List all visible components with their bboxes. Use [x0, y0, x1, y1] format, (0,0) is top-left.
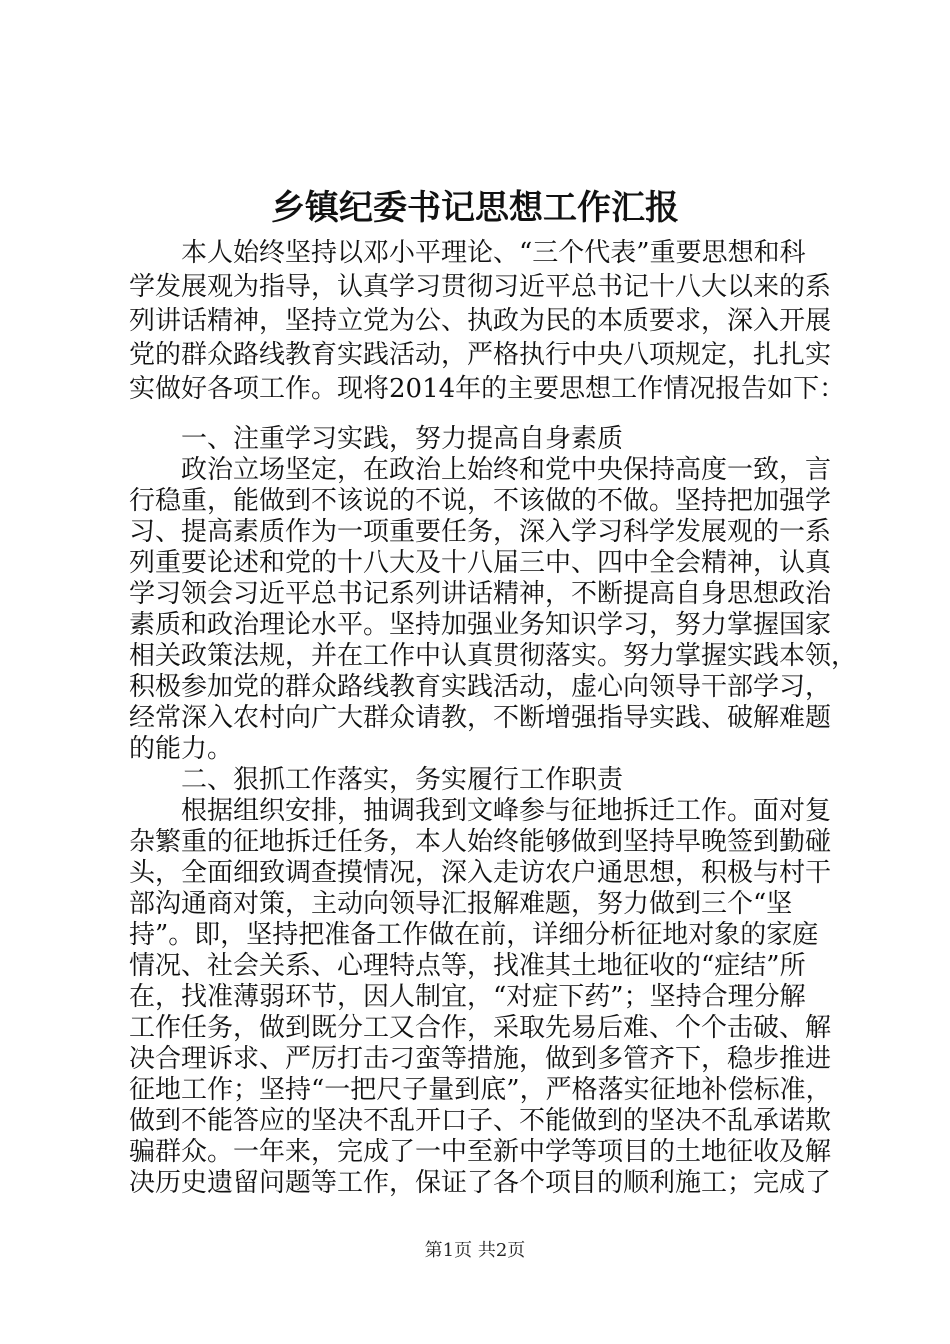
- paragraph-2-line-6: 素质和政治理论水平。坚持加强业务知识学习，努力掌握国家: [129, 610, 832, 640]
- paragraph-2-line-10: 的能力。: [129, 734, 234, 764]
- paragraph-2-line-3: 习、提高素质作为一项重要任务，深入学习科学发展观的一系: [129, 517, 832, 547]
- paragraph-1-line-1: 本人始终坚持以邓小平理论、“三个代表”重要思想和科: [129, 238, 806, 268]
- paragraph-3-line-10: 征地工作；坚持“一把尺子量到底”，严格落实征地补偿标准，: [129, 1075, 832, 1105]
- paragraph-2-line-1: 政治立场坚定，在政治上始终和党中央保持高度一致，言: [129, 455, 832, 485]
- paragraph-3-line-6: 情况、社会关系、心理特点等，找准其土地征收的“症结”所: [129, 951, 806, 981]
- paragraph-1-line-5: 实做好各项工作。现将2014年的主要思想工作情况报告如下：: [129, 374, 846, 404]
- paragraph-3-line-4: 部沟通商对策，主动向领导汇报解难题，努力做到三个“坚: [129, 889, 793, 919]
- page-title: 乡镇纪委书记思想工作汇报: [271, 188, 679, 228]
- page-footer: 第1页 共2页: [424, 1240, 526, 1261]
- paragraph-2-line-7: 相关政策法规，并在工作中认真贯彻落实。努力掌握实践本领，: [129, 641, 858, 671]
- paragraph-1-line-3: 列讲话精神，坚持立党为公、执政为民的本质要求，深入开展: [129, 306, 832, 336]
- section-heading-2: 二、狠抓工作落实，务实履行工作职责: [129, 765, 624, 795]
- paragraph-1-line-2: 学发展观为指导，认真学习贯彻习近平总书记十八大以来的系: [129, 272, 832, 302]
- paragraph-3-line-9: 决合理诉求、严厉打击刁蛮等措施，做到多管齐下，稳步推进: [129, 1044, 832, 1074]
- paragraph-3-line-11: 做到不能答应的坚决不乱开口子、不能做到的坚决不乱承诺欺: [129, 1106, 832, 1136]
- paragraph-2-line-5: 学习领会习近平总书记系列讲话精神，不断提高自身思想政治: [129, 579, 832, 609]
- paragraph-3-line-1: 根据组织安排，抽调我到文峰参与征地拆迁工作。面对复: [129, 796, 832, 826]
- paragraph-1-line-4: 党的群众路线教育实践活动，严格执行中央八项规定，扎扎实: [129, 340, 832, 370]
- paragraph-3-line-12: 骗群众。一年来，完成了一中至新中学等项目的土地征收及解: [129, 1137, 832, 1167]
- paragraph-3-line-13: 决历史遗留问题等工作，保证了各个项目的顺利施工；完成了: [129, 1168, 832, 1198]
- paragraph-2-line-9: 经常深入农村向广大群众请教，不断增强指导实践、破解难题: [129, 703, 832, 733]
- paragraph-2-line-4: 列重要论述和党的十八大及十八届三中、四中全会精神，认真: [129, 548, 832, 578]
- section-heading-1: 一、注重学习实践，努力提高自身素质: [129, 424, 624, 454]
- paragraph-3-line-7: 在，找准薄弱环节，因人制宜，“对症下药”；坚持合理分解: [129, 982, 806, 1012]
- paragraph-3-line-5: 持”。即，坚持把准备工作做在前，详细分析征地对象的家庭: [129, 920, 819, 950]
- paragraph-3-line-2: 杂繁重的征地拆迁任务，本人始终能够做到坚持早晚签到勤碰: [129, 827, 832, 857]
- paragraph-2-line-8: 积极参加党的群众路线教育实践活动，虚心向领导干部学习，: [129, 672, 832, 702]
- paragraph-3-line-8: 工作任务，做到既分工又合作，采取先易后难、个个击破、解: [129, 1013, 832, 1043]
- paragraph-3-line-3: 头，全面细致调查摸情况，深入走访农户通思想，积极与村干: [129, 858, 832, 888]
- paragraph-2-line-2: 行稳重，能做到不该说的不说，不该做的不做。坚持把加强学: [129, 486, 832, 516]
